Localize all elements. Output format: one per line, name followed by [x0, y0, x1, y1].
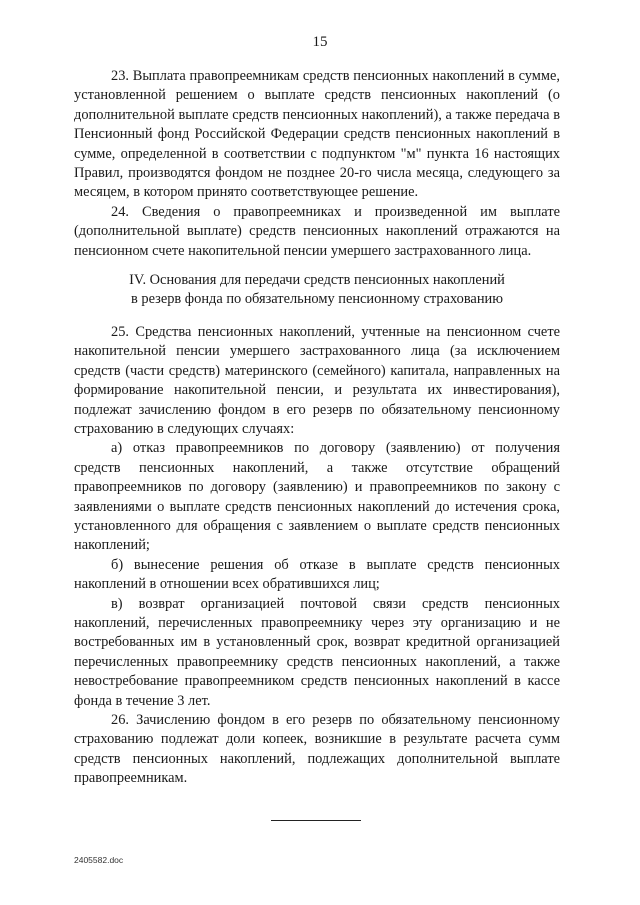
document-body — [74, 67, 560, 789]
footer-file-name: 2405582.doc — [74, 855, 124, 865]
paragraph-23: 23. Выплата правопреемникам средств пенсионных накоплений в сумме, установленной решением о выплате средств пенсионных накоплений (о дополнительной выплате средств пенсионных накоплений), а также передача в Пенсионный фонд Российской Федерации средств пенсионных накоплений в сумме, определенной в соответствии с подпунктом "м" пункта 16 настоящих Правил, производятся фондом не позднее 20-го числа месяца, следующего за месяцем, в котором принято соответствующее решение. — [74, 68, 560, 201]
subparagraph-v: в) возврат организацией почтовой связи средств пенсионных накоплений, перечисленных правопреемнику через эту организацию и не востребованных им в установленный срок, возврат кредитной организацией перечисленных правопреемнику средств пенсионных накоплений, а также невостребование правопреемником средств пенсионных накоплений в кассе фонда в течение 3 лет. — [74, 595, 560, 709]
section-heading-line-2: в резерв фонда по обязательному пенсионному страхованию — [131, 291, 503, 308]
paragraph-24: 24. Сведения о правопреемниках и произведенной им выплате (дополнительной выплате) средств пенсионных накоплений отражаются на пенсионном счете накопительной пенсии умершего застрахованного лица. — [74, 203, 560, 259]
end-separator-line — [271, 820, 361, 821]
subparagraph-a: а) отказ правопреемников по договору (заявлению) от получения средств пенсионных накоплений, а также отсутствие обращений правопреемников по договору (заявлению) и правопреемников по закону с заявлениями о выплате средств пенсионных накоплений до истечения срока, установленного для обращения с заявлением о выплате средств пенсионных накоплений; — [74, 440, 560, 554]
section-heading-line-1: IV. Основания для передачи средств пенсионных накоплений — [129, 272, 505, 289]
subparagraph-b: б) вынесение решения об отказе в выплате средств пенсионных накоплений в отношении всех обратившихся лиц; — [74, 556, 560, 593]
paragraph-25: 25. Средства пенсионных накоплений, учтенные на пенсионном счете накопительной пенсии умершего застрахованного лица (за исключением средств (части средств) материнского (семейного) капитала, направленных на формирование накопительной пенсии, и результата их инвестирования), подлежат зачислению фондом в его резерв по обязательному пенсионному страхованию в следующих случаях: — [74, 323, 560, 437]
page-number: 15 — [312, 34, 328, 50]
paragraph-26: 26. Зачислению фондом в его резерв по обязательному пенсионному страхованию подлежат доли копеек, возникшие в результате расчета сумм средств пенсионных накоплений, подлежащих дополнительной выплате правопреемникам. — [74, 712, 560, 787]
section-heading — [74, 271, 560, 310]
